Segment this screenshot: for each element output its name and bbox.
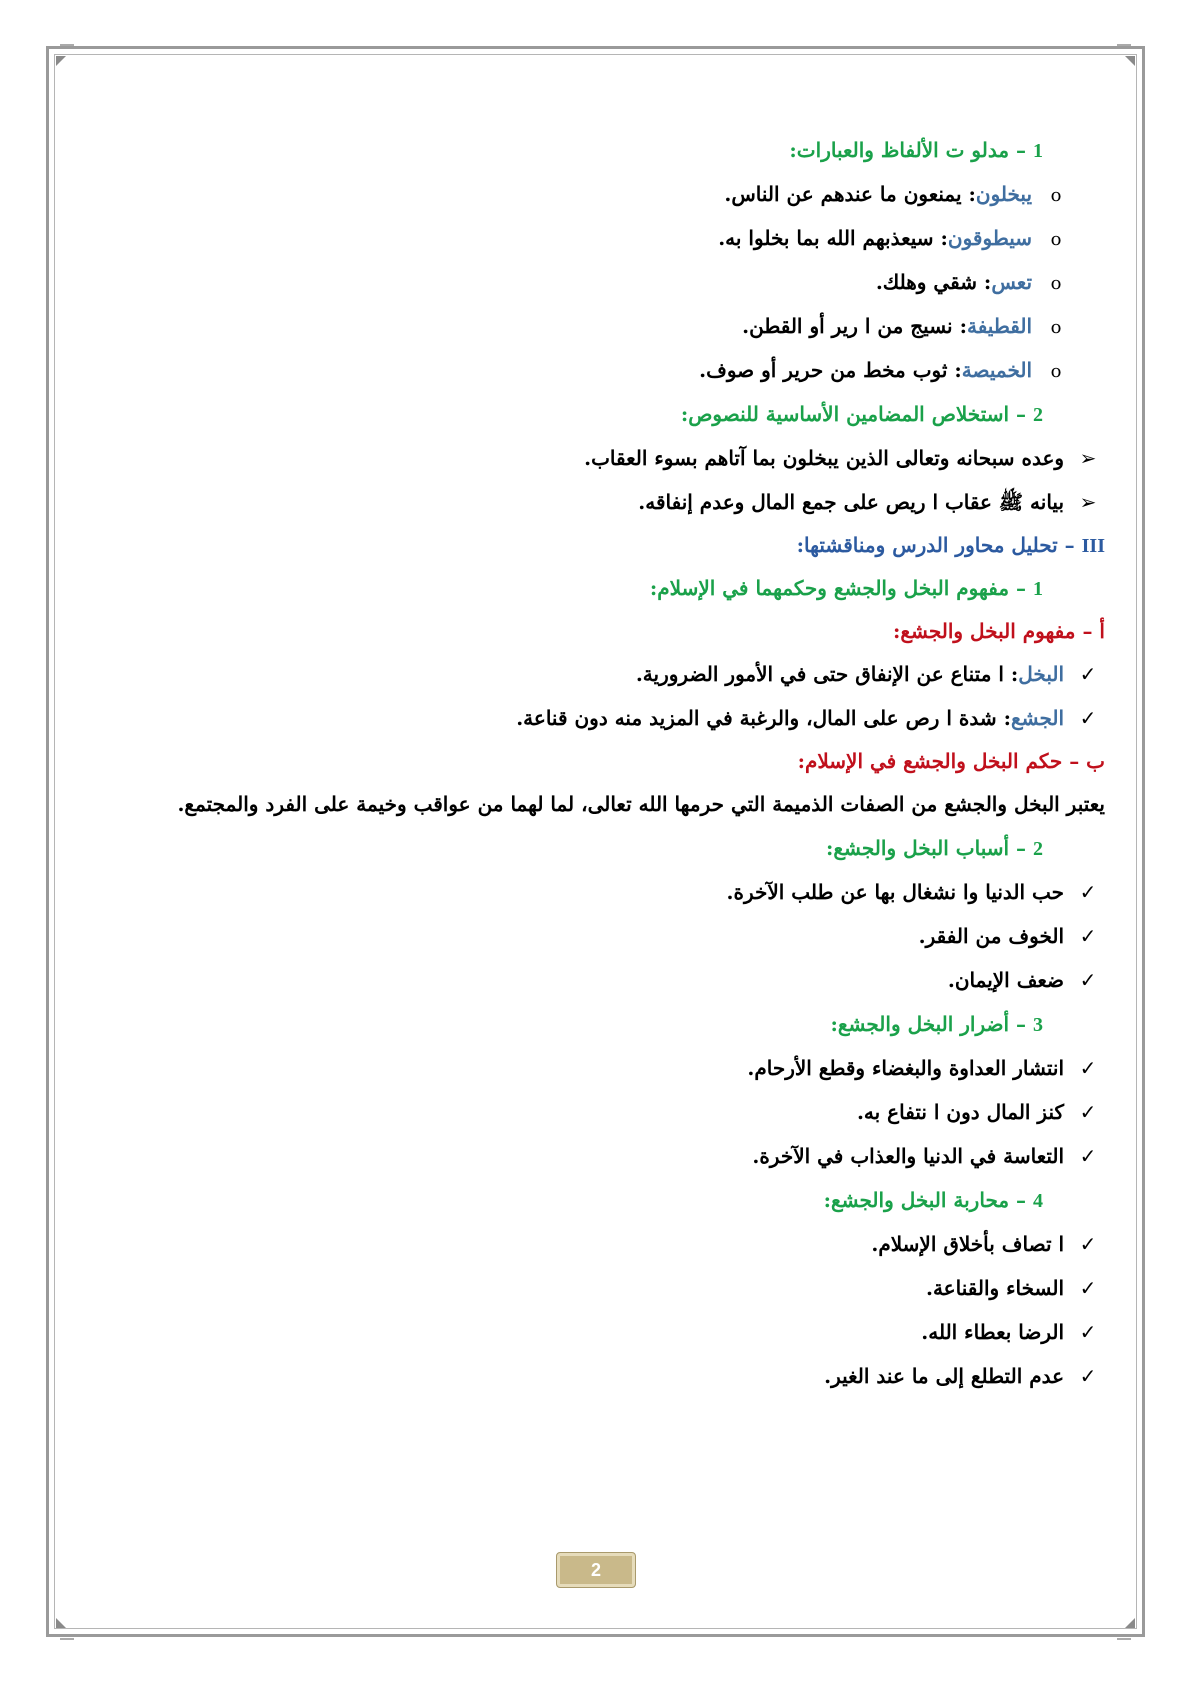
circle-bullet-icon: o bbox=[1050, 229, 1062, 250]
circle-bullet-icon: o bbox=[1050, 185, 1062, 206]
circle-bullet-icon: o bbox=[1050, 317, 1062, 338]
term: البخل bbox=[1018, 662, 1065, 686]
check-bullet-icon: ✓ bbox=[1079, 924, 1097, 948]
list-item: ✓ ا تصاف بأخلاق الإسلام. bbox=[110, 1222, 1105, 1266]
term: القطيفة bbox=[966, 314, 1033, 338]
subsection-heading: 4 – محاربة البخل والجشع: bbox=[823, 1188, 1043, 1212]
paragraph: يعتبر البخل والجشع من الصفات الذميمة التي حرمها الله تعالى، لما لهما من عواقب وخيمة على الفرد والمجتمع. bbox=[177, 792, 1105, 816]
circle-bullet-icon: o bbox=[1050, 273, 1062, 294]
term: الخميصة bbox=[961, 358, 1033, 382]
list-item bbox=[110, 216, 1105, 260]
check-bullet-icon: ✓ bbox=[1079, 662, 1097, 686]
definition: : نسيج من ا رير أو القطن. bbox=[742, 314, 967, 338]
check-bullet-icon: ✓ bbox=[1079, 1320, 1097, 1344]
border-notch bbox=[60, 44, 74, 46]
list-item bbox=[110, 652, 1105, 696]
list-item bbox=[110, 696, 1105, 740]
check-bullet-icon: ✓ bbox=[1079, 1056, 1097, 1080]
list-item bbox=[110, 172, 1105, 216]
border-notch bbox=[1117, 1638, 1131, 1640]
check-bullet-icon: ✓ bbox=[1079, 1100, 1097, 1124]
check-bullet-icon: ✓ bbox=[1079, 1144, 1097, 1168]
check-bullet-icon: ✓ bbox=[1079, 1364, 1097, 1388]
circle-bullet-icon: o bbox=[1050, 361, 1062, 382]
border-notch bbox=[60, 1638, 74, 1640]
section-heading: III – تحليل محاور الدرس ومناقشتها: bbox=[796, 533, 1105, 557]
check-bullet-icon: ✓ bbox=[1079, 1276, 1097, 1300]
list-item bbox=[110, 260, 1105, 304]
list-item: ✓ التعاسة في الدنيا والعذاب في الآخرة. bbox=[110, 1134, 1105, 1178]
subsection-heading: 2 – أسباب البخل والجشع: bbox=[826, 836, 1043, 860]
section-heading: 1 – مدلو ت الألفاظ والعبارات: bbox=[789, 138, 1043, 162]
definition: : ثوب مخط من حرير أو صوف. bbox=[699, 358, 962, 382]
list-item: ✓ الخوف من الفقر. bbox=[110, 914, 1105, 958]
list-item: ➢ وعده سبحانه وتعالى الذين يبخلون بما آتاهم بسوء العقاب. bbox=[110, 436, 1105, 480]
border-notch bbox=[1117, 44, 1131, 46]
arrow-bullet-icon: ➢ bbox=[1079, 490, 1097, 514]
check-bullet-icon: ✓ bbox=[1079, 968, 1097, 992]
list-item: ✓ الرضا بعطاء الله. bbox=[110, 1310, 1105, 1354]
term: يبخلون bbox=[975, 182, 1033, 206]
subsection-heading: أ – مفهوم البخل والجشع: bbox=[892, 619, 1105, 643]
list-item: ✓ ضعف الإيمان. bbox=[110, 958, 1105, 1002]
list-item: ✓ كنز المال دون ا نتفاع به. bbox=[110, 1090, 1105, 1134]
list-item: ✓ السخاء والقناعة. bbox=[110, 1266, 1105, 1310]
term: الجشع bbox=[1010, 706, 1065, 730]
subsection-heading: ب – حكم البخل والجشع في الإسلام: bbox=[797, 749, 1105, 773]
check-bullet-icon: ✓ bbox=[1079, 706, 1097, 730]
corner-ornament bbox=[1125, 1618, 1135, 1628]
section-heading: 2 – استخلاص المضامين الأساسية للنصوص: bbox=[680, 402, 1043, 426]
list-item: ✓ عدم التطلع إلى ما عند الغير. bbox=[110, 1354, 1105, 1398]
corner-ornament bbox=[1125, 56, 1135, 66]
corner-ornament bbox=[56, 1618, 66, 1628]
subsection-heading: 3 – أضرار البخل والجشع: bbox=[830, 1012, 1043, 1036]
term: تعس bbox=[991, 270, 1033, 294]
definition: : شقي وهلك. bbox=[875, 270, 992, 294]
definition: : ا متناع عن الإنفاق حتى في الأمور الضرورية. bbox=[635, 662, 1019, 686]
definition: : سيعذبهم الله بما بخلوا به. bbox=[718, 226, 948, 250]
corner-ornament bbox=[56, 56, 66, 66]
list-item bbox=[110, 304, 1105, 348]
subsection-heading: 1 – مفهوم البخل والجشع وحكمهما في الإسلام: bbox=[649, 576, 1043, 600]
list-item: ✓ حب الدنيا وا نشغال بها عن طلب الآخرة. bbox=[110, 870, 1105, 914]
term: سيطوقون bbox=[947, 226, 1033, 250]
check-bullet-icon: ✓ bbox=[1079, 1232, 1097, 1256]
check-bullet-icon: ✓ bbox=[1079, 880, 1097, 904]
page-number: 2 bbox=[556, 1552, 636, 1588]
arrow-bullet-icon: ➢ bbox=[1079, 446, 1097, 470]
document-body bbox=[110, 128, 1105, 1398]
definition: : يمنعون ما عندهم عن الناس. bbox=[724, 182, 976, 206]
definition: : شدة ا رص على المال، والرغبة في المزيد منه دون قناعة. bbox=[516, 706, 1011, 730]
list-item: ➢ بيانه ﷺ عقاب ا ريص على جمع المال وعدم إنفاقه. bbox=[110, 480, 1105, 524]
list-item: ✓ انتشار العداوة والبغضاء وقطع الأرحام. bbox=[110, 1046, 1105, 1090]
list-item bbox=[110, 348, 1105, 392]
